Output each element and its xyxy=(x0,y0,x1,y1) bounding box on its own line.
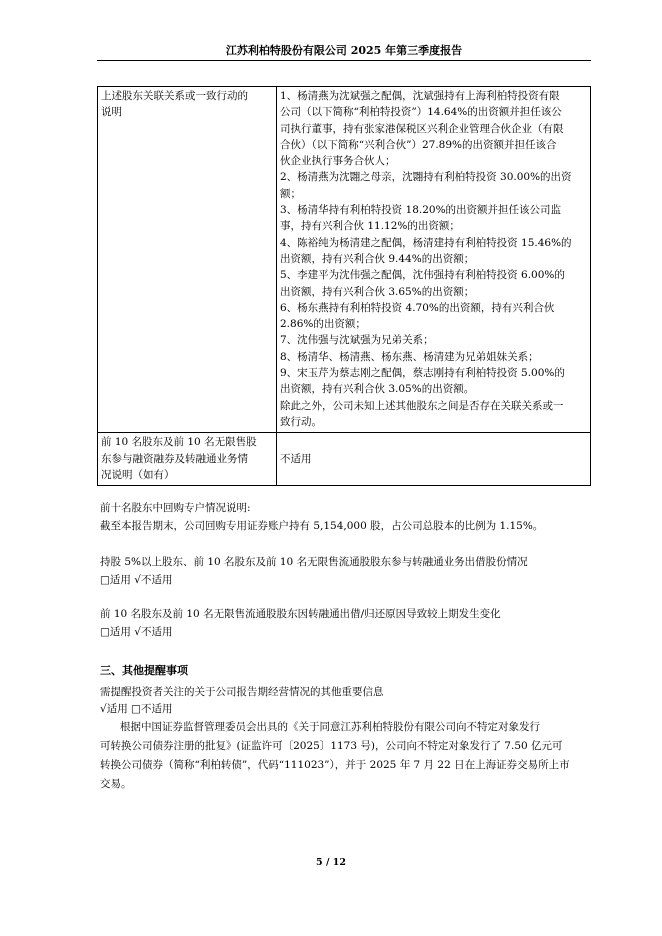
cell-line: 4、陈裕纯为杨清建之配偶，杨清建持有利柏特投资 15.46%的 xyxy=(280,236,572,249)
cell-line: 2.86%的出资额； xyxy=(280,318,366,331)
cell-line: 前 10 名股东及前 10 名无限售股 xyxy=(101,436,257,449)
buyback-text: 截至本报告期末，公司回购专用证券账户持有 5,154,000 股，占公司总股本的比例为 1.15%。 xyxy=(100,520,544,532)
cell-line: 1、杨清燕为沈斌强之配偶，沈斌强持有上海利柏特投资有限 xyxy=(280,90,560,102)
relation-label-cell xyxy=(98,87,277,433)
cell-line: 2、杨清燕为沈翾之母亲，沈翾持有利柏特投资 30.00%的出资 xyxy=(280,171,572,184)
cell-line: 出资额，持有兴利合伙 3.65%的出资额； xyxy=(280,285,475,298)
cell-line: 公司（以下简称“利柏特投资”）14.64%的出资额并担任该公 xyxy=(280,106,562,119)
table-row xyxy=(98,87,591,433)
cell-line: 东参与融资融券及转融通业务情 xyxy=(101,452,248,465)
change-options: □适用 √不适用 xyxy=(100,626,173,638)
cell-line: 除此之外，公司未知上述其他股东之间是否存在关联关系或一 xyxy=(280,399,564,412)
cell-line: 额； xyxy=(280,187,301,200)
section-three-intro: 需提醒投资者关注的关于公司报告期经营情况的其他重要信息 xyxy=(100,686,384,698)
cell-line: 7、沈伟强与沈斌强为兄弟关系； xyxy=(280,334,434,347)
cell-line: 合伙）（以下简称“兴利合伙”）27.89%的出资额并担任该合 xyxy=(280,138,557,151)
lending-title: 持股 5%以上股东、前 10 名股东及前 10 名无限售流通股股东参与转融通业务出借股份情况 xyxy=(100,556,528,568)
cell-line: 出资额，持有兴利合伙 3.05%的出资额。 xyxy=(280,383,475,396)
cell-line: 致行动。 xyxy=(280,415,322,428)
report-header: 江苏利柏特股份有限公司 2025 年第三季度报告 xyxy=(225,44,463,57)
cell-line: 上述股东关联关系或一致行动的 xyxy=(101,90,248,102)
margin-trading-label-cell xyxy=(98,433,277,486)
header-rule xyxy=(97,60,591,61)
section-three-title: 三、其他提醒事项 xyxy=(100,664,188,677)
cell-line: 出资额，持有兴利合伙 9.44%的出资额； xyxy=(280,252,475,265)
cell-line: 伙企业执行事务合伙人； xyxy=(280,155,396,168)
cell-line: 6、杨东燕持有利柏特投资 4.70%的出资额，持有兴利合伙 xyxy=(280,301,555,314)
table-row xyxy=(98,433,591,486)
cell-line: 说明 xyxy=(101,106,122,119)
cell-line: 8、杨清华、杨清燕、杨东燕、杨清建为兄弟姐妹关系； xyxy=(280,350,539,363)
change-title: 前 10 名股东及前 10 名无限售流通股股东因转融通出借/归还原因导致较上期发生变化 xyxy=(100,608,501,620)
cell-line: 3、杨清华持有利柏特投资 18.20%的出资额并担任该公司监 xyxy=(280,204,562,217)
cell-line: 司执行董事，持有张家港保税区兴利企业管理合伙企业（有限 xyxy=(280,122,564,135)
section-three-options: √适用 □不适用 xyxy=(100,703,173,715)
lending-options: □适用 √不适用 xyxy=(100,574,173,586)
relation-content-cell xyxy=(277,87,591,433)
cell-line: 9、宋玉芹为蔡志刚之配偶，蔡志刚持有利柏特投资 5.00%的 xyxy=(280,367,565,380)
paragraph-line: 根据中国证券监督管理委员会出具的《关于同意江苏利柏特股份有限公司向不特定对象发行 xyxy=(120,721,540,733)
cell-line: 况说明（如有） xyxy=(101,468,175,481)
margin-trading-value-cell: 不适用 xyxy=(277,433,591,486)
paragraph-line: 交易。 xyxy=(100,778,132,790)
paragraph-line: 转换公司债券（简称“利柏转债”，代码“111023”），并于 2025 年 7 月 22 日在上海证券交易所上市 xyxy=(100,759,570,771)
cell-line: 5、李建平为沈伟强之配偶，沈伟强持有利柏特投资 6.00%的 xyxy=(280,269,565,282)
cell-line: 事，持有兴利合伙 11.12%的出资额； xyxy=(280,220,460,233)
shareholder-relation-table xyxy=(97,86,591,486)
buyback-title: 前十名股东中回购专户情况说明: xyxy=(100,502,251,514)
paragraph-line: 可转换公司债券注册的批复》(证监许可〔2025〕1173 号)，公司向不特定对象发行了 7.50 亿元可 xyxy=(100,740,563,752)
page-number: 5 / 12 xyxy=(316,857,346,868)
